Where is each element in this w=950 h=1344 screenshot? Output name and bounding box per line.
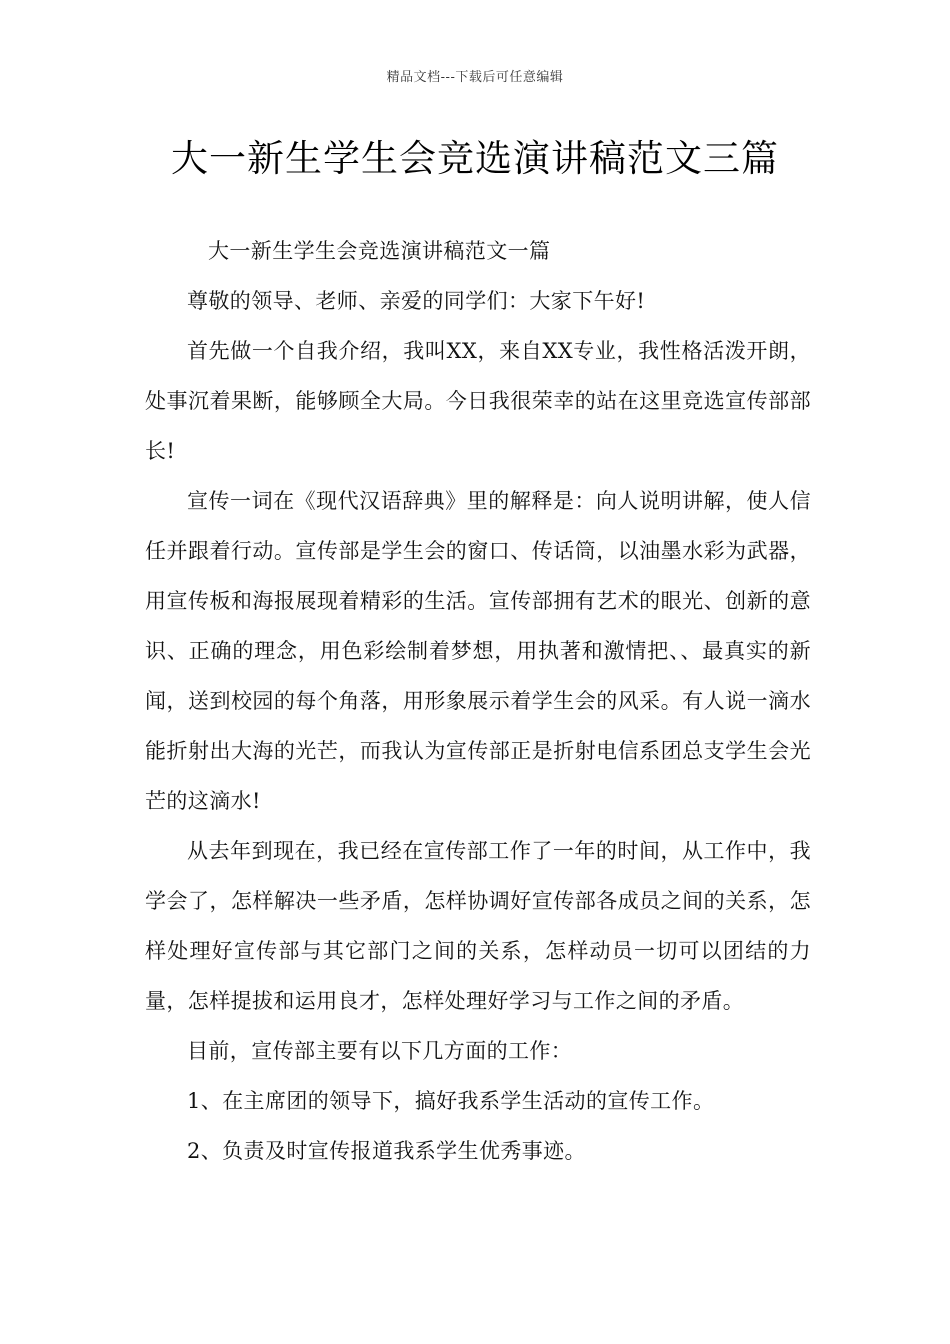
header-note: 精品文档---下载后可任意编辑 [386,70,564,85]
list-item-2: 2、负责及时宣传报道我系学生优秀事迹。 [187,1139,586,1163]
section-subtitle: 大一新生学生会竞选演讲稿范文一篇 [208,239,551,263]
paragraph-work-intro: 目前，宣传部主要有以下几方面的工作： [187,1039,573,1063]
paragraph-greeting: 尊敬的领导、老师、亲爱的同学们：大家下午好! [187,289,646,313]
paragraph-definition: 宣传一词在《现代汉语辞典》里的解释是：向人说明讲解，使人信任并跟着行动。宣传部是学生会的窗口、传话筒，以油墨水彩为武器，用宣传板和海报展现着精彩的生活。宣传部拥有艺术的眼光、创新的意识、正确的理念，用色彩绘制着梦想，用执著和激情把、、最真实的新闻，送到校园的每个角落，用形象展示着学生会的风采。有人说一滴水能折射出大海的光芒，而我认为宣传部正是折射电信系团总支学生会光芒的这滴水! [145,489,811,813]
list-item-1: 1、在主席团的领导下，搞好我系学生活动的宣传工作。 [187,1089,715,1113]
paragraph-experience: 从去年到现在，我已经在宣传部工作了一年的时间，从工作中，我学会了，怎样解决一些矛盾，怎样协调好宣传部各成员之间的关系，怎样处理好宣传部与其它部门之间的关系，怎样动员一切可以团结的力量，怎样提拔和运用良才，怎样处理好学习与工作之间的矛盾。 [145,839,811,1013]
document-body [145,226,811,1176]
paragraph-introduction: 首先做一个自我介绍，我叫XX，来自XX专业，我性格活泼开朗，处事沉着果断，能够顾全大局。今日我很荣幸的站在这里竞选宣传部部长! [145,339,811,463]
document-title: 大一新生学生会竞选演讲稿范文三篇 [171,137,779,180]
